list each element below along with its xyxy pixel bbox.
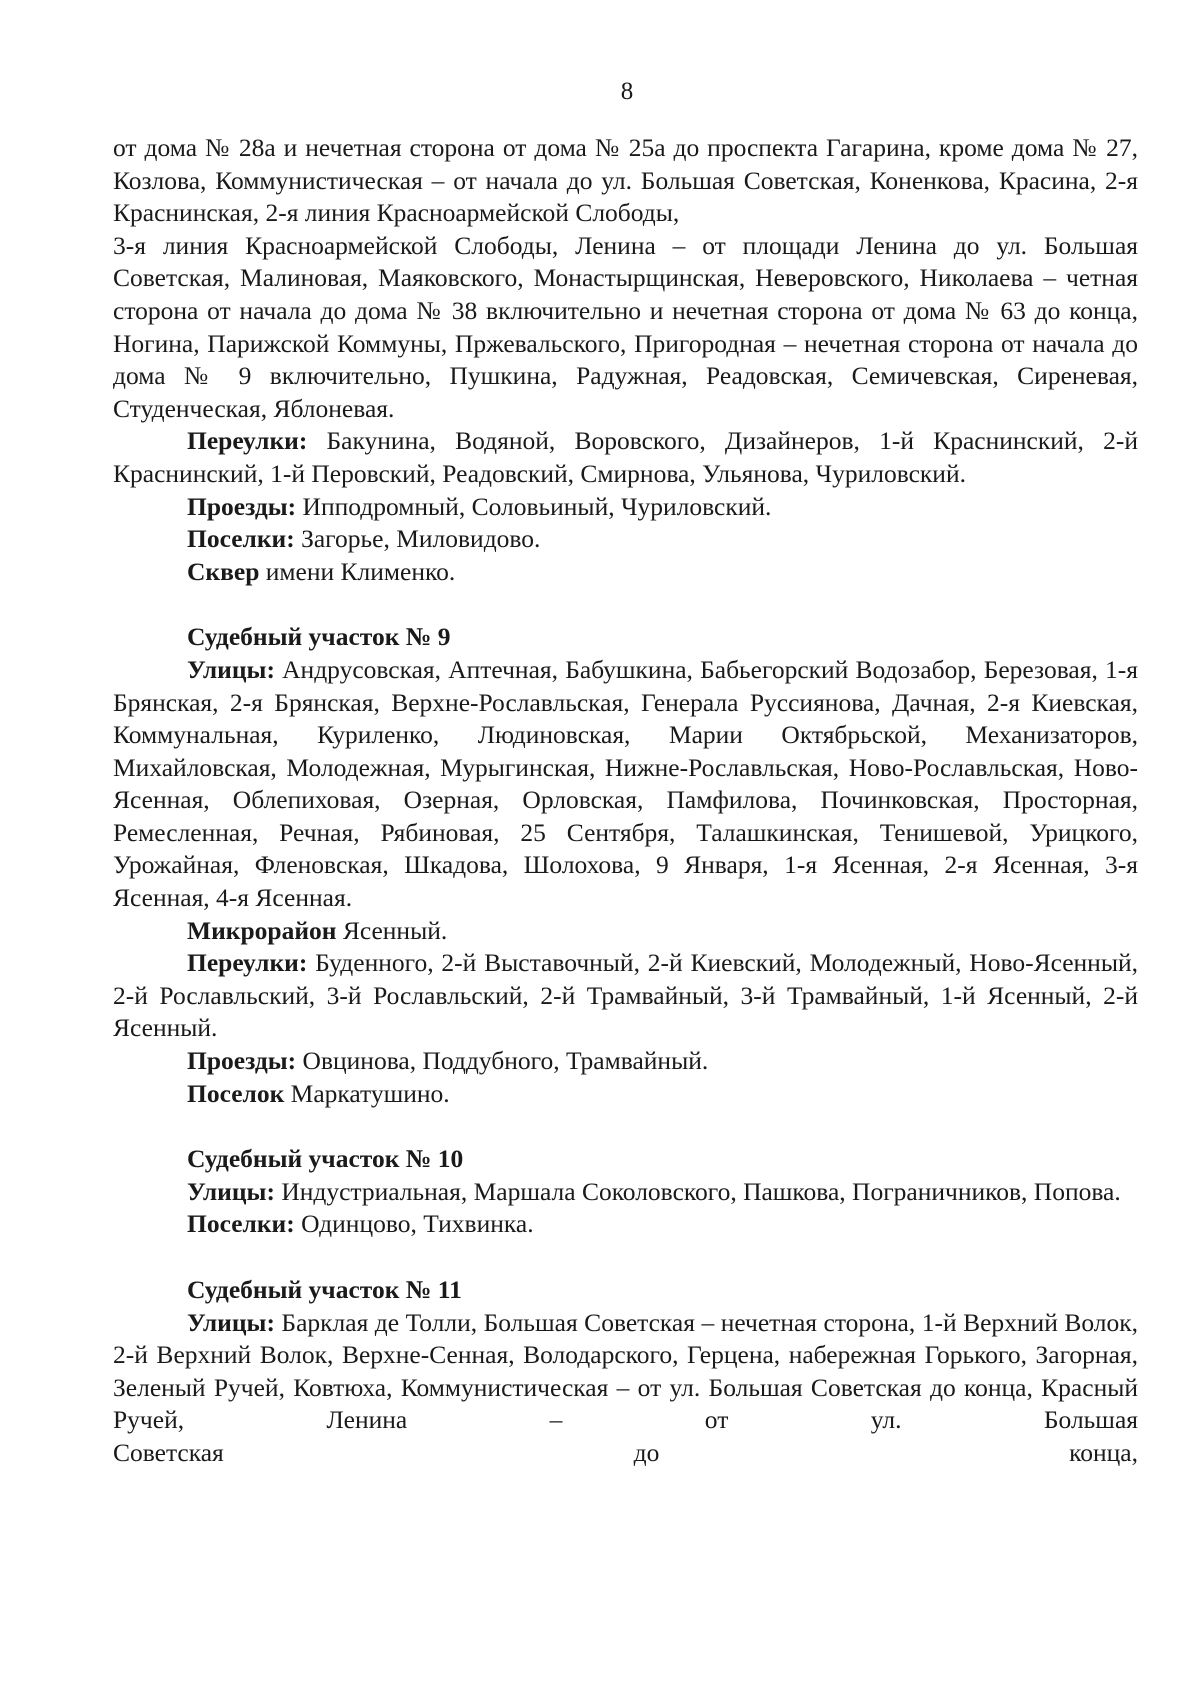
section-10-settlements bbox=[113, 1208, 1138, 1241]
passages-label: Проезды: bbox=[187, 491, 297, 521]
intro-paragraph-1: от дома № 28а и нечетная сторона от дома № 25а до проспекта Гагарина, кроме дома № 27, Козлова, Коммунистическая – от начала до ул. Большая Советская, Коненкова, Красина, 2-я Краснинская, 2-я линия Красноармейской Слободы, bbox=[113, 133, 1138, 228]
passages-list: Овцинова, Поддубного, Трамвайный. bbox=[296, 1046, 709, 1076]
streets-list: Барклая де Толли, Большая Советская – нечетная сторона, 1-й Верхний Волок, 2-й Верхний Волок, Верхне-Сенная, Володарского, Герцена, набережная Горького, Загорная, Зеленый Ручей, Ковтюха, Коммунистическая – от ул. Большая Советская до конца, Красный Ручей, Ленина – от ул. Большая bbox=[113, 1307, 1138, 1435]
square-label: Сквер bbox=[187, 556, 260, 586]
settlements-list: Одинцово, Тихвинка. bbox=[294, 1209, 534, 1239]
section-9-heading: Судебный участок № 9 bbox=[187, 622, 451, 652]
settlements-list: Загорье, Миловидово. bbox=[294, 524, 541, 554]
section-10-heading: Судебный участок № 10 bbox=[187, 1144, 464, 1174]
section-9-passages bbox=[113, 1045, 1138, 1078]
section-9-streets bbox=[113, 654, 1138, 915]
settlements-label: Поселки: bbox=[187, 1209, 295, 1239]
microdistrict-name: Ясенный. bbox=[336, 915, 448, 945]
section-9-microdistrict bbox=[113, 915, 1138, 948]
settlement-label: Поселок bbox=[187, 1078, 285, 1108]
section-11-heading: Судебный участок № 11 bbox=[187, 1275, 462, 1304]
streets-label: Улицы: bbox=[187, 1176, 275, 1206]
intro-settlements bbox=[113, 523, 1138, 556]
section-11-streets bbox=[113, 1307, 1138, 1437]
lanes-list: Бакунина, Водяной, Воровского, Дизайнеров, 1-й Краснинский, 2-й Краснинский, 1-й Перовский, Реадовский, Смирнова, Ульянова, Чуриловский. bbox=[113, 426, 1138, 488]
document-body bbox=[113, 132, 1138, 1470]
square-name: имени Клименко. bbox=[259, 556, 456, 586]
settlements-label: Поселки: bbox=[187, 524, 295, 554]
section-9-settlement bbox=[113, 1078, 1138, 1111]
microdistrict-label: Микрорайон bbox=[187, 915, 337, 945]
lanes-label: Переулки: bbox=[187, 426, 308, 456]
passages-list: Ипподромный, Соловьиный, Чуриловский. bbox=[296, 491, 772, 521]
section-9-lanes bbox=[113, 947, 1138, 1045]
settlement-name: Маркатушино. bbox=[284, 1078, 450, 1108]
intro-passages bbox=[113, 491, 1138, 524]
section-11-last-line: Советская до конца, bbox=[113, 1437, 1138, 1467]
lanes-list: Буденного, 2-й Выставочный, 2-й Киевский, Молодежный, Ново-Ясенный, 2-й Рославльский, 3-й Рославльский, 2-й Трамвайный, 3-й Трамвайный, 1-й Ясенный, 2-й Ясенный. bbox=[113, 948, 1138, 1043]
streets-list: Андрусовская, Аптечная, Бабушкина, Бабьегорский Водозабор, Березовая, 1-я Брянская, 2-я Брянская, Верхне-Рославльская, Генерала Руссиянова, Дачная, 2-я Киевская, Коммунальная, Куриленко, Людиновская, Марии Октябрьской, Механизаторов, Михайловская, Молодежная, Мурыгинская, Нижне-Рославльская, Ново-Рославльская, Ново-Ясенная, Облепиховая, Озерная, Орловская, Памфилова, Починковская, Просторная, Ремесленная, Речная, Рябиновая, 25 Сентября, Талашкинская, Тенишевой, Урицкого, Урожайная, Фленовская, Шкадова, Шолохова, 9 Января, 1-я Ясенная, 2-я Ясенная, 3-я Ясенная, 4-я Ясенная. bbox=[113, 654, 1138, 913]
streets-list: Индустриальная, Маршала Соколовского, Пашкова, Пограничников, Попова. bbox=[274, 1176, 1121, 1206]
streets-label: Улицы: bbox=[187, 654, 275, 684]
intro-square bbox=[113, 556, 1138, 589]
page-number: 8 bbox=[620, 78, 634, 105]
streets-label: Улицы: bbox=[187, 1307, 275, 1337]
intro-paragraph-2: 3-я линия Красноармейской Слободы, Ленина – от площади Ленина до ул. Большая Советская, Малиновая, Маяковского, Монастырщинская, Неверовского, Николаева – четная сторона от начала до дома № 38 включительно и нечетная сторона от дома № 63 до конца, Ногина, Парижской Коммуны, Пржевальского, Пригородная – нечетная сторона от начала до дома № 9 включительно, Пушкина, Радужная, Реадовская, Семичевская, Сиреневая, Студенческая, Яблоневая. bbox=[113, 230, 1138, 423]
passages-label: Проезды: bbox=[187, 1046, 297, 1076]
intro-lanes bbox=[113, 425, 1138, 490]
lanes-label: Переулки: bbox=[187, 948, 308, 978]
section-10-streets bbox=[113, 1176, 1138, 1209]
